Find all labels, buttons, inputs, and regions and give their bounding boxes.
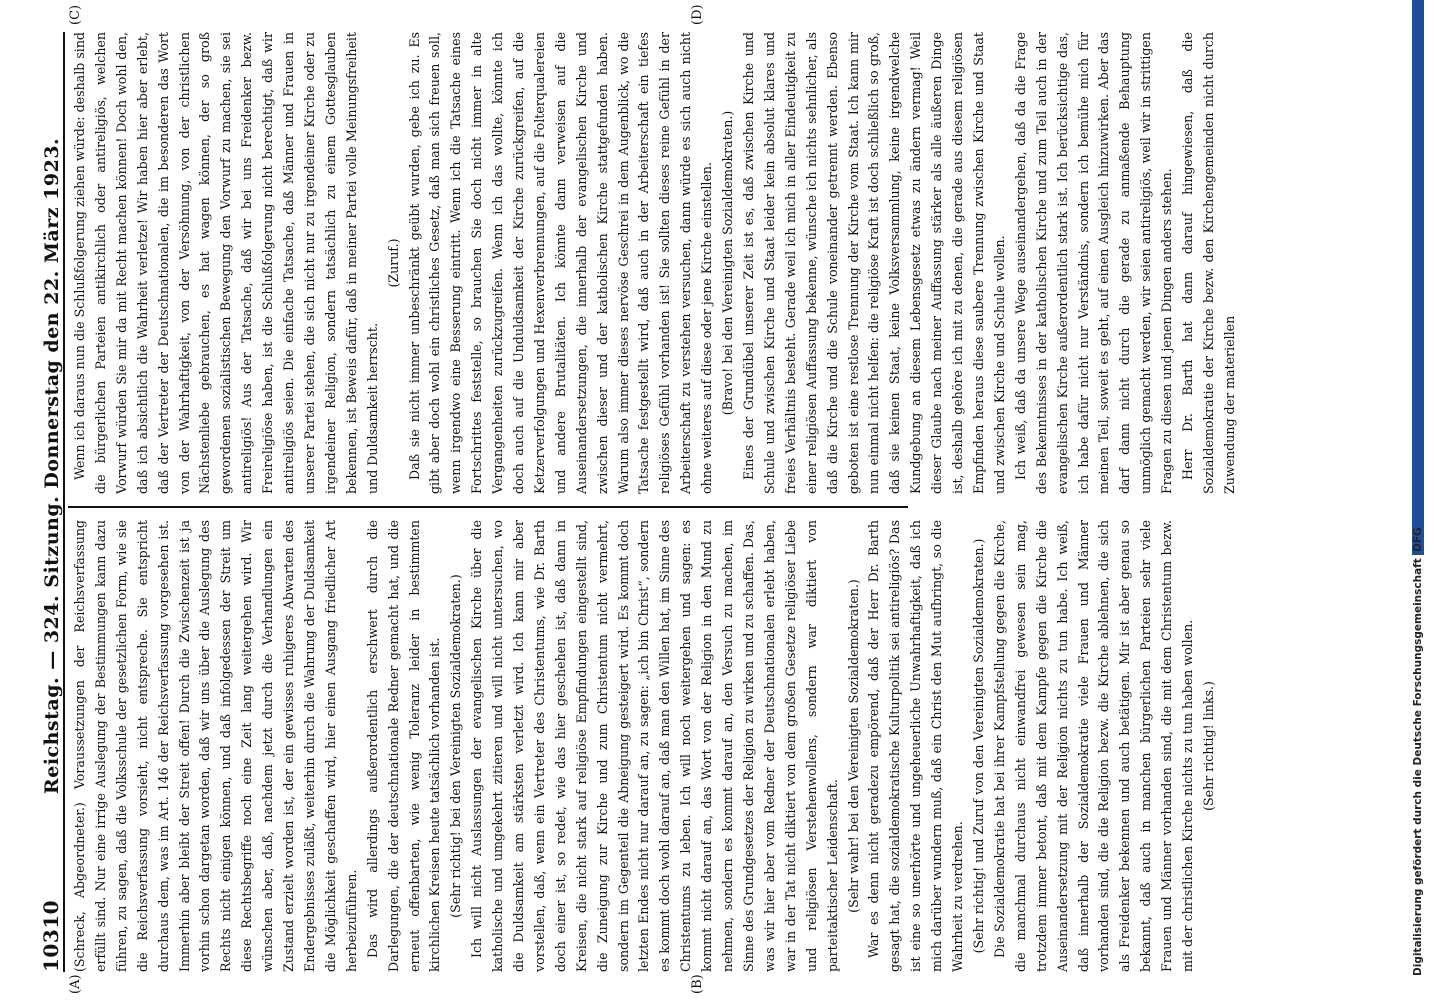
column-left <box>70 520 1220 972</box>
column-divider <box>68 506 908 508</box>
column-right <box>70 32 1241 494</box>
paragraph: (Schreck, Abgeordneter.) Voraussetzungen der Reichsverfassung erfüllt sind. Nur eine irrige Auslegung der Bestimmungen kann dazu führen, zu sagen, daß die Volksschule der gesetzlichen Form, wie sie die Reichsverfassung vorsieht, nicht entspreche. Sie entspricht durchaus dem, was im Art. 146 der Reichsverfassung vorgesehen ist. Immerhin aber bleibt der Streit offen! Durch die Zwischenzeit ist ja vorhin schon dargetan worden, daß wir uns über die Auslegung des Rechts nicht einigen können, und daß infolgedessen der Streit um diese Rechtsbegriffe noch eine Zeit lang weitergehen wird. Wir wünschen aber, daß, nachdem jetzt durch die Verhandlungen ein Zustand erzielt worden ist, der ein gewisses ruhigeres Abwarten des Endergebnisses zuläßt, weiterhin durch die Wahrung der Duldsamkeit die Möglichkeit geschaffen wird, hier einen Ausgang friedlicher Art herbeizuführen. <box>72 520 359 972</box>
margin-marker-c: (C) <box>68 4 83 25</box>
paragraph: Eines der Grundübel unserer Zeit ist es, daß zwischen Kirche und Schule und zwischen Kirche und Staat leider kein absolut klares und freies Verhältnis besteht. Gerade weil ich mich in aller Eindeutigkeit zu einer religiösen Auffassung bekenne, wünsche ich nichts sehnlicher, als daß die Kirche und die Schule voneinander getrennt werden. Ebenso geboten ist eine restlose Trennung der Kirche vom Staat. Ich kann mir nun einmal nicht helfen: die religiöse Kraft ist doch schließlich so groß, daß sie keinen Staat, keine Volksversammlung, keine irgendwelche Kundgebung an diesem Lebensgesetz etwas zu ändern vermag! Weil dieser Glaube nach meiner Auffassung stärker als alle äußeren Dinge ist, deshalb gehöre ich mit zu denen, die gerade aus diesem religiösen Empfinden heraus diese saubere Trennung zwischen Kirche und Staat und zwischen Kirche und Schule wollen. <box>741 32 1007 494</box>
margin-marker-d: (D) <box>690 4 705 25</box>
page-header <box>35 32 65 972</box>
dfg-logo-icon: DFG <box>1412 0 1424 555</box>
paragraph: Wenn ich daraus nun die Schlußfolgerung ziehen würde: deshalb sind die bürgerlichen Parteien antikirchlich oder antireligiös, welchen Vorwurf würden Sie mir da mit Recht machen können! Doch wohl den, daß ich absichtlich die Wahrheit verletze! Wir haben hier aber erlebt, daß der Vertreter der Deutschnationalen, die im besonderen das Wort von der Wahrhaftigkeit, von der Versöhnung, von der christlichen Nächstenliebe gebrauchen, es hat wagen können, der so groß gewordenen sozialistischen Bewegung den Vorwurf zu machen, sie sei antireligiös! Aus der Tatsache, daß wir bei uns Freidenker bezw. Freireligiöse haben, ist die Schlußfolgerung nicht berechtigt, daß wir antireligiös seien. Die einfache Tatsache, daß Männer und Frauen in unserer Partei stehen, die sich nicht nur zu irgendeiner Kirche oder zu irgendeiner Religion, sondern tatsächlich zu einem Gottesglauben bekennen, ist Beweis dafür, daß in meiner Partei volle Meinungsfreiheit und Duldsamkeit herrscht. <box>72 32 380 494</box>
interjection: (Sehr richtig! bei den Vereinigten Sozialdemokraten.) <box>448 574 464 918</box>
page-number: 10310 <box>39 899 63 972</box>
paragraph: War es denn nicht geradezu empörend, daß der Herr Dr. Barth gesagt hat, die sozialdemokratische Kulturpolitik sei antireligiös? Das ist eine so unerhörte und ungeheuerliche Unwahrhaftigkeit, daß ich mich darüber wundern muß, daß ein Christ den Mut aufbringt, so die Wahrheit zu verdrehen. <box>866 520 966 972</box>
funding-note <box>1408 10 1428 990</box>
interjection: (Zuruf.) <box>385 238 401 288</box>
interjection: (Sehr richtig! und Zuruf von den Vereinigten Sozialdemokraten.) <box>970 538 986 954</box>
interjection: (Sehr richtig! links.) <box>1200 681 1216 811</box>
paragraph: Herr Dr. Barth hat dann darauf hingewiesen, daß die Sozialdemokratie der Kirche bezw. den Kirchengemeinden nicht durch Zuwendung der materiellen <box>1180 32 1237 494</box>
margin-marker-b: (B) <box>690 974 705 994</box>
paragraph: Das wird allerdings außerordentlich erschwert durch die Darlegungen, die der deutschnationale Redner gemacht hat, und die erneut offenbarten, wie wenig Toleranz leider in bestimmten kirchlichen Kreisen heute tatsächlich vorhanden ist. <box>364 520 443 972</box>
paragraph: Die Sozialdemokratie hat bei ihrer Kampfstellung gegen die Kirche, die manchmal durchaus nicht einwandfrei gewesen sein mag, trotzdem immer betont, daß mit dem Kampfe gegen die Kirche die Auseinandersetzung mit der Religion nichts zu tun habe. Ich weiß, daß innerhalb der Sozialdemokratie viele Frauen und Männer vorhanden sind, die die Religion bezw. die Kirche ablehnen, die sich als Freidenker bekennen und auch betätigen. Mir ist aber genau so bekannt, daß auch in manchen bürgerlichen Parteien sehr viele Frauen und Männer vorhanden sind, die mit dem Christentum bezw. mit der christlichen Kirche nichts zu tun haben wollen. <box>991 520 1196 972</box>
paragraph: Ich weiß, daß da unsere Wege auseinandergehen, daß da die Frage des Bekenntnisses in der katholischen Kirche und zum Teil auch in der evangelischen Kirche außerordentlich stark ist. Ich berücksichtige das, ich habe dafür nicht nur Verständnis, sondern ich bemühe mich für meinen Teil, soweit es geht, auf einen Ausgleich hinzuwirken. Aber das darf dann nicht durch die gerade zu anmaßende Behauptung unmöglich gemacht werden, wir seien antireligiös, weil wir in strittigen Fragen zu diesen und jenen Dingen anders stehen. <box>1012 32 1175 494</box>
paragraph: Ich will nicht Auslassungen der evangelischen Kirche über die katholische und umgekehrt zitieren und will nicht untersuchen, wo die Duldsamkeit am stärksten verletzt wird. Ich kann mir aber vorstellen, daß, wenn ein Vertreter des Christentums, wie Dr. Barth doch einer ist, so redet, wie das hier geschehen ist, daß dann in Kreisen, die nicht stark auf religiöse Empfindungen eingestellt sind, die Zuneigung zur Kirche und zum Christentum nicht vermehrt, sondern im Gegenteil die Abneigung gesteigert wird. Es kommt doch letzten Endes nicht nur darauf an, zu sagen: „ich bin Christ“, sondern es kommt doch wohl darauf an, daß man den Willen hat, im Sinne des Christentums zu leben. Ich will noch weitergehen und sagen: es kommt nicht darauf an, das Wort von der Religion in den Mund zu nehmen, sondern es kommt darauf an, den Versuch zu machen, im Sinne des Grundgesetzes der Religion zu wirken und zu schaffen. Das, was wir hier aber vom Redner der Deutschnationalen erlebt haben, war in der Tat nicht diktiert von dem großen Gesetze religiöser Liebe und religiösen Verstehenwollens, sondern war diktiert von parteitaktischer Leidenschaft. <box>469 520 840 972</box>
interjection: (Sehr wahr! bei den Vereinigten Sozialdemokraten.) <box>845 579 861 913</box>
paragraph: Daß sie nicht immer unbeschränkt geübt wurden, gebe ich zu. Es gibt aber doch wohl ein christliches Gesetz, daß man sich freuen soll, wenn irgendwo eine Besserung eintritt. Wenn ich die Tatsache eines Fortschrittes feststelle, so brauchen Sie doch nicht immer in alte Vergangenheiten zurückzugreifen. Wenn ich das wollte, könnte ich doch auch auf die Unduldsamkeit der Kirche zurückgreifen, auf die Ketzerverfolgungen und Hexenverbrennungen, auf die Folterqualereien und andere Brutalitäten. Ich könnte dann verweisen auf die Auseinandersetzungen, die innerhalb der evangelischen Kirche und zwischen dieser und der katholischen Kirche stattgefunden haben. Warum also immer dieses nervöse Geschrei in dem Augenblick, wo die Tatsache festgestellt wird, daß auch in der Arbeiterschaft ein tiefes religiöses Gefühl vorhanden ist! Sie sollten dieses reine Gefühl in der Arbeiterschaft zu verstehen versuchen, dann würde es sich auch nicht ohne weiteres auf diese oder jene Kirche einstellen. <box>406 32 715 494</box>
funding-text: Digitalisierung gefördert durch die Deutsche Forschungsgemeinschaft <box>1412 558 1424 976</box>
interjection: (Bravo! bei den Vereinigten Sozialdemokraten.) <box>720 110 736 416</box>
margin-marker-a: (A) <box>68 974 83 994</box>
page-title: Reichstag. — 324. Sitzung. Donnerstag den 22. März 1923. <box>41 137 63 795</box>
